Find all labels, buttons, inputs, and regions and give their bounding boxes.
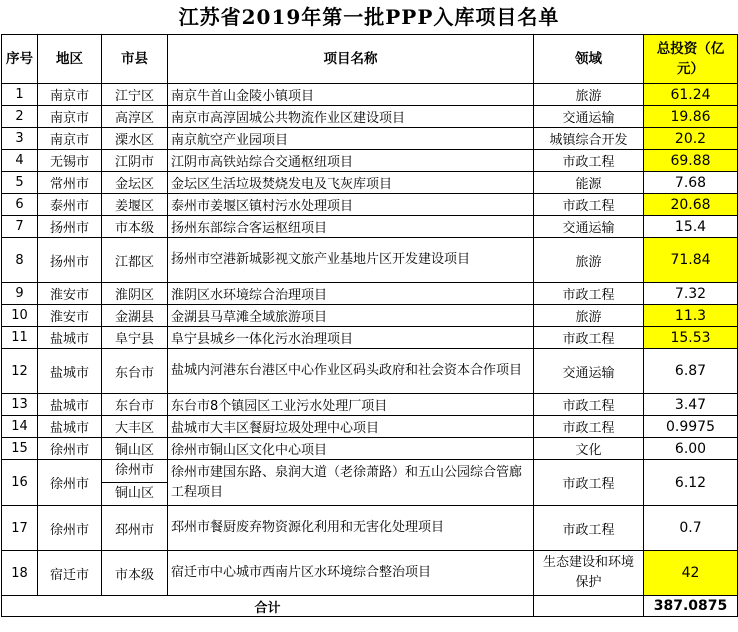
cell-county: 东台市 [102,349,168,394]
cell-project: 南京航空产业园项目 [168,128,534,150]
cell-county: 市本级 [102,216,168,238]
cell-region: 徐州市 [38,438,102,460]
cell-no: 15 [2,438,38,460]
cell-county: 市本级 [102,551,168,596]
cell-county: 高淳区 [102,106,168,128]
cell-county-secondary: 铜山区 [114,486,154,501]
cell-region: 淮安市 [38,283,102,305]
cell-no: 5 [2,172,38,194]
cell-county: 姜堰区 [102,194,168,216]
cell-no: 13 [2,394,38,416]
table-row [2,216,738,238]
cell-investment: 15.4 [644,216,738,238]
table-row [2,150,738,172]
cell-county: 江宁区 [102,84,168,106]
total-spacer [534,596,644,617]
cell-no: 18 [2,551,38,596]
table-row [2,394,738,416]
cell-domain: 市政工程 [534,194,644,216]
cell-region: 盐城市 [38,416,102,438]
cell-domain: 城镇综合开发 [534,128,644,150]
cell-investment: 6.87 [644,349,738,394]
cell-no: 1 [2,84,38,106]
cell-project: 徐州市建国东路、泉润大道（老徐萧路）和五山公园综合管廊工程项目 [168,460,534,506]
cell-county-primary: 徐州市 [102,460,167,483]
header-no: 序号 [2,35,38,84]
cell-investment: 11.3 [644,305,738,327]
cell-investment: 71.84 [644,238,738,283]
cell-domain: 市政工程 [534,150,644,172]
cell-investment: 6.12 [644,460,738,506]
cell-domain: 市政工程 [534,416,644,438]
page-title: 江苏省2019年第一批PPP入库项目名单 [178,5,560,29]
cell-investment: 7.32 [644,283,738,305]
cell-domain: 交通运输 [534,216,644,238]
cell-county: 东台市 [102,394,168,416]
cell-project: 金坛区生活垃圾焚烧发电及飞灰库项目 [168,172,534,194]
cell-region: 常州市 [38,172,102,194]
cell-investment: 19.86 [644,106,738,128]
table-header-row [2,35,738,84]
cell-region: 盐城市 [38,349,102,394]
table-row [2,460,738,506]
cell-region: 南京市 [38,106,102,128]
table-row [2,283,738,305]
cell-project: 东台市8个镇园区工业污水处理厂项目 [168,394,534,416]
cell-project: 南京市高淳固城公共物流作业区建设项目 [168,106,534,128]
cell-county: 溧水区 [102,128,168,150]
ppp-project-table [1,34,738,617]
header-domain: 领域 [534,35,644,84]
cell-investment: 7.68 [644,172,738,194]
cell-investment: 69.88 [644,150,738,172]
cell-county: 铜山区 [102,438,168,460]
table-row [2,84,738,106]
cell-no: 3 [2,128,38,150]
cell-no: 11 [2,327,38,349]
header-county: 市县 [102,35,168,84]
cell-investment: 20.2 [644,128,738,150]
header-project: 项目名称 [168,35,534,84]
cell-region: 徐州市 [38,460,102,506]
cell-region: 扬州市 [38,216,102,238]
cell-project: 阜宁县城乡一体化污水治理项目 [168,327,534,349]
cell-investment: 0.7 [644,506,738,551]
cell-county: 金坛区 [102,172,168,194]
cell-county: 金湖县 [102,305,168,327]
table-row [2,238,738,283]
header-investment: 总投资（亿元） [644,35,738,84]
cell-region: 无锡市 [38,150,102,172]
cell-no: 2 [2,106,38,128]
cell-investment: 6.00 [644,438,738,460]
cell-project: 扬州市空港新城影视文旅产业基地片区开发建设项目 [168,238,534,283]
total-value: 387.0875 [644,596,738,617]
cell-region: 扬州市 [38,238,102,283]
cell-region: 盐城市 [38,327,102,349]
cell-county: 邳州市 [102,506,168,551]
cell-project: 泰州市姜堰区镇村污水处理项目 [168,194,534,216]
cell-domain: 旅游 [534,305,644,327]
cell-project: 宿迁市中心城市西南片区水环境综合整治项目 [168,551,534,596]
total-row [2,596,738,617]
cell-region: 宿迁市 [38,551,102,596]
table-row [2,305,738,327]
cell-project: 盐城内河港东台港区中心作业区码头政府和社会资本合作项目 [168,349,534,394]
cell-domain: 市政工程 [534,506,644,551]
cell-investment: 61.24 [644,84,738,106]
cell-project: 徐州市铜山区文化中心项目 [168,438,534,460]
cell-county: 江阴市 [102,150,168,172]
cell-project: 盐城市大丰区餐厨垃圾处理中心项目 [168,416,534,438]
cell-investment: 42 [644,551,738,596]
table-row [2,506,738,551]
cell-investment: 0.9975 [644,416,738,438]
header-region: 地区 [38,35,102,84]
cell-county: 江都区 [102,238,168,283]
cell-project: 淮阴区水环境综合治理项目 [168,283,534,305]
cell-domain: 交通运输 [534,106,644,128]
cell-region: 南京市 [38,128,102,150]
cell-region: 徐州市 [38,506,102,551]
cell-domain: 旅游 [534,84,644,106]
cell-domain: 市政工程 [534,460,644,506]
table-row [2,172,738,194]
total-label: 合计 [2,596,534,617]
cell-no: 6 [2,194,38,216]
cell-county: 阜宁县 [102,327,168,349]
cell-project: 江阴市高铁站综合交通枢纽项目 [168,150,534,172]
cell-no: 17 [2,506,38,551]
cell-no: 10 [2,305,38,327]
cell-project: 扬州东部综合客运枢纽项目 [168,216,534,238]
cell-investment: 20.68 [644,194,738,216]
table-row [2,438,738,460]
cell-domain: 市政工程 [534,394,644,416]
cell-investment: 3.47 [644,394,738,416]
cell-no: 4 [2,150,38,172]
cell-no: 9 [2,283,38,305]
table-body [2,84,738,596]
cell-domain: 市政工程 [534,283,644,305]
table-row [2,349,738,394]
cell-no: 8 [2,238,38,283]
cell-domain: 能源 [534,172,644,194]
table-row [2,416,738,438]
cell-county: 大丰区 [102,416,168,438]
table-row [2,128,738,150]
cell-region: 泰州市 [38,194,102,216]
cell-region: 南京市 [38,84,102,106]
cell-domain: 旅游 [534,238,644,283]
cell-domain: 生态建设和环境保护 [534,551,644,596]
cell-no: 7 [2,216,38,238]
cell-county: 淮阴区 [102,283,168,305]
cell-no: 12 [2,349,38,394]
cell-region: 淮安市 [38,305,102,327]
cell-no: 16 [2,460,38,506]
cell-county [102,460,168,506]
cell-no: 14 [2,416,38,438]
table-row [2,551,738,596]
cell-project: 南京牛首山金陵小镇项目 [168,84,534,106]
table-row [2,106,738,128]
table-row [2,194,738,216]
cell-domain: 市政工程 [534,327,644,349]
cell-region: 盐城市 [38,394,102,416]
cell-project: 邳州市餐厨废弃物资源化利用和无害化处理项目 [168,506,534,551]
cell-project: 金湖县马草滩全域旅游项目 [168,305,534,327]
cell-domain: 文化 [534,438,644,460]
cell-investment: 15.53 [644,327,738,349]
table-row [2,327,738,349]
cell-domain: 交通运输 [534,349,644,394]
